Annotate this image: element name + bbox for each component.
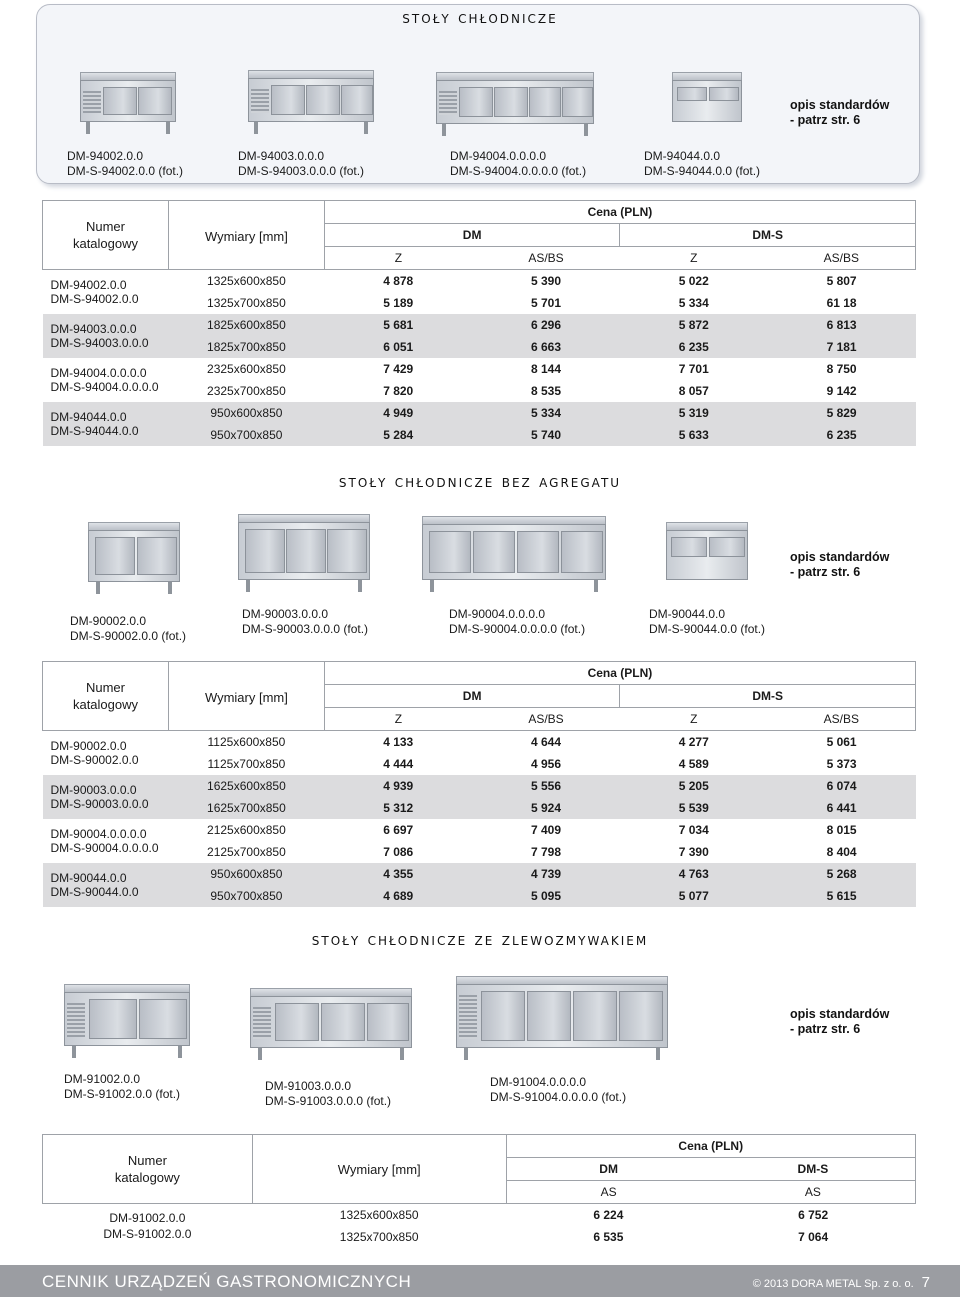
product-image — [672, 72, 742, 134]
footer-copyright — [753, 1274, 930, 1291]
price-cell: 4 689 — [324, 885, 472, 907]
product-image — [666, 522, 748, 592]
product-caption: DM-94002.0.0 DM-S-94002.0.0 (fot.) — [67, 149, 184, 178]
price-cell: 5 061 — [826, 735, 857, 749]
price-cell: 8 144 — [530, 362, 562, 376]
price-cell: 8 057 — [678, 384, 709, 398]
price-cell: 7 181 — [768, 336, 916, 358]
header-dm: DM — [324, 685, 620, 708]
price-cell: 8 750 — [826, 362, 857, 376]
product-caption: DM-94044.0.0 DM-S-94044.0.0 (fot.) — [644, 149, 761, 178]
header-sub: AS/BS — [472, 708, 620, 731]
dimension-cell: 1125x600x850 — [207, 735, 286, 749]
catalog-code: DM-94004.0.0.0.0 DM-S-94004.0.0.0.0 — [50, 366, 159, 394]
header-sub: AS/BS — [768, 708, 916, 731]
header-sub: Z — [620, 247, 768, 270]
dimension-cell: 1325x600x850 — [339, 1208, 419, 1222]
header-wymiary: Wymiary [mm] — [168, 201, 324, 270]
page-footer — [0, 1265, 960, 1297]
price-cell: 7 064 — [798, 1230, 829, 1244]
price-cell: 5 189 — [383, 296, 414, 310]
price-cell: 5 829 — [768, 402, 916, 424]
standards-note: opis standardów - patrz str. 6 — [790, 1007, 890, 1036]
price-cell: 5 872 — [620, 314, 768, 336]
product-caption: DM-90002.0.0 DM-S-90002.0.0 (fot.) — [70, 614, 187, 643]
price-cell: 7 034 — [678, 823, 709, 837]
price-cell: 61 18 — [826, 296, 857, 310]
price-cell: 8 015 — [826, 823, 857, 837]
product-image — [248, 70, 374, 134]
header-dm: DM — [324, 224, 620, 247]
price-cell: 4 133 — [383, 735, 414, 749]
header-numer: Numer katalogowy — [43, 201, 169, 270]
product-image — [456, 976, 668, 1060]
dimension-cell: 1325x700x850 — [339, 1230, 419, 1244]
price-cell: 5 319 — [620, 402, 768, 424]
price-cell: 5 539 — [620, 797, 768, 819]
price-cell: 5 334 — [472, 402, 620, 424]
price-cell: 5 807 — [826, 274, 857, 288]
header-sub: AS/BS — [472, 247, 620, 270]
price-cell: 5 556 — [472, 775, 620, 797]
section-title-3: stoły chłodnicze ze zlewozmywakiem — [311, 930, 649, 950]
header-cena: Cena (PLN) — [324, 201, 915, 224]
catalog-code: DM-90004.0.0.0.0 DM-S-90004.0.0.0.0 — [50, 827, 159, 855]
price-cell: 5 334 — [678, 296, 709, 310]
price-cell: 6 235 — [768, 424, 916, 446]
page-number: 7 — [921, 1274, 930, 1291]
product-image — [80, 72, 176, 134]
dimension-cell: 950x700x850 — [168, 885, 324, 907]
price-cell: 5 390 — [530, 274, 562, 288]
price-cell: 6 697 — [383, 823, 414, 837]
product-caption: DM-94004.0.0.0.0 DM-S-94004.0.0.0.0 (fot.) — [450, 149, 587, 178]
price-table-1 — [42, 200, 916, 446]
price-cell: 7 086 — [383, 845, 414, 859]
catalog-code: DM-90003.0.0.0 DM-S-90003.0.0.0 — [43, 775, 169, 819]
product-image — [238, 514, 370, 592]
price-cell: 6 441 — [768, 797, 916, 819]
dimension-cell: 950x600x850 — [168, 402, 324, 424]
product-caption: DM-94003.0.0.0 DM-S-94003.0.0.0 (fot.) — [238, 149, 365, 178]
price-cell: 5 701 — [530, 296, 562, 310]
price-cell: 5 615 — [768, 885, 916, 907]
dimension-cell: 2125x700x850 — [207, 845, 286, 859]
header-cena: Cena (PLN) — [324, 662, 915, 685]
price-cell: 6 752 — [798, 1208, 829, 1222]
price-cell: 4 589 — [678, 757, 709, 771]
header-dm: DM — [506, 1158, 711, 1181]
product-image — [64, 984, 190, 1058]
product-caption: DM-90003.0.0.0 DM-S-90003.0.0.0 (fot.) — [242, 607, 369, 636]
price-cell: 5 740 — [472, 424, 620, 446]
price-cell: 6 235 — [620, 336, 768, 358]
price-cell: 4 355 — [324, 863, 472, 885]
price-cell: 4 878 — [383, 274, 414, 288]
price-cell: 7 701 — [678, 362, 709, 376]
price-cell: 6 663 — [472, 336, 620, 358]
dimension-cell: 1825x700x850 — [168, 336, 324, 358]
price-cell: 4 939 — [324, 775, 472, 797]
price-table-2 — [42, 661, 916, 907]
price-cell: 5 373 — [826, 757, 857, 771]
dimension-cell: 1825x600x850 — [168, 314, 324, 336]
header-sub: AS/BS — [768, 247, 916, 270]
header-wymiary: Wymiary [mm] — [168, 662, 324, 731]
dimension-cell: 2125x600x850 — [207, 823, 286, 837]
header-dms: DM-S — [620, 685, 916, 708]
price-cell: 5 095 — [472, 885, 620, 907]
product-caption: DM-91004.0.0.0.0 DM-S-91004.0.0.0.0 (fot.) — [490, 1075, 627, 1104]
price-cell: 9 142 — [826, 384, 857, 398]
dimension-cell: 950x700x850 — [168, 424, 324, 446]
price-cell: 4 763 — [620, 863, 768, 885]
product-caption: DM-90004.0.0.0.0 DM-S-90004.0.0.0.0 (fot.) — [449, 607, 586, 636]
standards-note: opis standardów - patrz str. 6 — [790, 550, 890, 579]
price-table-3 — [42, 1134, 916, 1248]
price-cell: 4 956 — [530, 757, 562, 771]
price-cell: 5 924 — [472, 797, 620, 819]
price-cell: 5 284 — [324, 424, 472, 446]
header-dms: DM-S — [620, 224, 916, 247]
header-wymiary: Wymiary [mm] — [252, 1135, 506, 1204]
dimension-cell: 1325x700x850 — [207, 296, 286, 310]
product-caption: DM-91002.0.0 DM-S-91002.0.0 (fot.) — [64, 1072, 181, 1101]
price-cell: 6 074 — [768, 775, 916, 797]
header-numer: Numer katalogowy — [43, 662, 169, 731]
header-sub: AS — [506, 1181, 711, 1204]
price-cell: 6 813 — [768, 314, 916, 336]
price-cell: 8 404 — [826, 845, 857, 859]
header-numer: Numer katalogowy — [43, 1135, 253, 1204]
price-cell: 6 296 — [472, 314, 620, 336]
catalog-code: DM-90044.0.0 DM-S-90044.0.0 — [43, 863, 169, 907]
price-cell: 5 633 — [620, 424, 768, 446]
price-cell: 7 798 — [530, 845, 562, 859]
dimension-cell: 2325x600x850 — [207, 362, 286, 376]
dimension-cell: 2325x700x850 — [207, 384, 286, 398]
copyright-text: © 2013 DORA METAL Sp. z o. o. — [752, 1278, 914, 1290]
product-caption: DM-90044.0.0 DM-S-90044.0.0 (fot.) — [649, 607, 766, 636]
section-title-2: stoły chłodnicze bez agregatu — [338, 472, 622, 492]
price-cell: 7 429 — [383, 362, 414, 376]
product-image — [88, 522, 180, 594]
price-cell: 7 820 — [383, 384, 414, 398]
catalog-code: DM-90002.0.0 DM-S-90002.0.0 — [50, 739, 139, 767]
dimension-cell: 1625x600x850 — [168, 775, 324, 797]
dimension-cell: 1625x700x850 — [168, 797, 324, 819]
price-cell: 6 535 — [593, 1230, 624, 1244]
header-sub: Z — [324, 247, 472, 270]
product-image — [422, 516, 606, 592]
price-cell: 4 444 — [383, 757, 414, 771]
dimension-cell: 1125x700x850 — [207, 757, 286, 771]
price-cell: 7 390 — [678, 845, 709, 859]
price-cell: 5 205 — [620, 775, 768, 797]
price-cell: 4 644 — [530, 735, 562, 749]
price-cell: 6 224 — [593, 1208, 624, 1222]
price-cell: 5 312 — [324, 797, 472, 819]
header-sub: Z — [324, 708, 472, 731]
product-image — [250, 988, 412, 1060]
price-cell: 4 949 — [324, 402, 472, 424]
catalog-code: DM-94003.0.0.0 DM-S-94003.0.0.0 — [43, 314, 169, 358]
price-cell: 5 022 — [678, 274, 709, 288]
price-cell: 4 739 — [472, 863, 620, 885]
standards-note: opis standardów - patrz str. 6 — [790, 98, 890, 127]
product-image — [436, 72, 594, 136]
dimension-cell: 950x600x850 — [168, 863, 324, 885]
footer-title: CENNIK URZĄDZEŃ GASTRONOMICZNYCH — [42, 1272, 412, 1291]
catalog-code: DM-94044.0.0 DM-S-94044.0.0 — [43, 402, 169, 446]
price-cell: 5 077 — [620, 885, 768, 907]
header-sub: AS — [711, 1181, 916, 1204]
header-cena: Cena (PLN) — [506, 1135, 915, 1158]
price-cell: 4 277 — [678, 735, 709, 749]
price-cell: 6 051 — [324, 336, 472, 358]
product-caption: DM-91003.0.0.0 DM-S-91003.0.0.0 (fot.) — [265, 1079, 392, 1108]
catalog-code: DM-91002.0.0 DM-S-91002.0.0 — [103, 1211, 192, 1241]
price-cell: 5 681 — [324, 314, 472, 336]
price-cell: 7 409 — [530, 823, 562, 837]
header-sub: Z — [620, 708, 768, 731]
price-cell: 8 535 — [530, 384, 562, 398]
header-dms: DM-S — [711, 1158, 916, 1181]
section-title-1: stoły chłodnicze — [402, 8, 558, 28]
price-cell: 5 268 — [768, 863, 916, 885]
dimension-cell: 1325x600x850 — [207, 274, 286, 288]
catalog-code: DM-94002.0.0 DM-S-94002.0.0 — [50, 278, 139, 306]
